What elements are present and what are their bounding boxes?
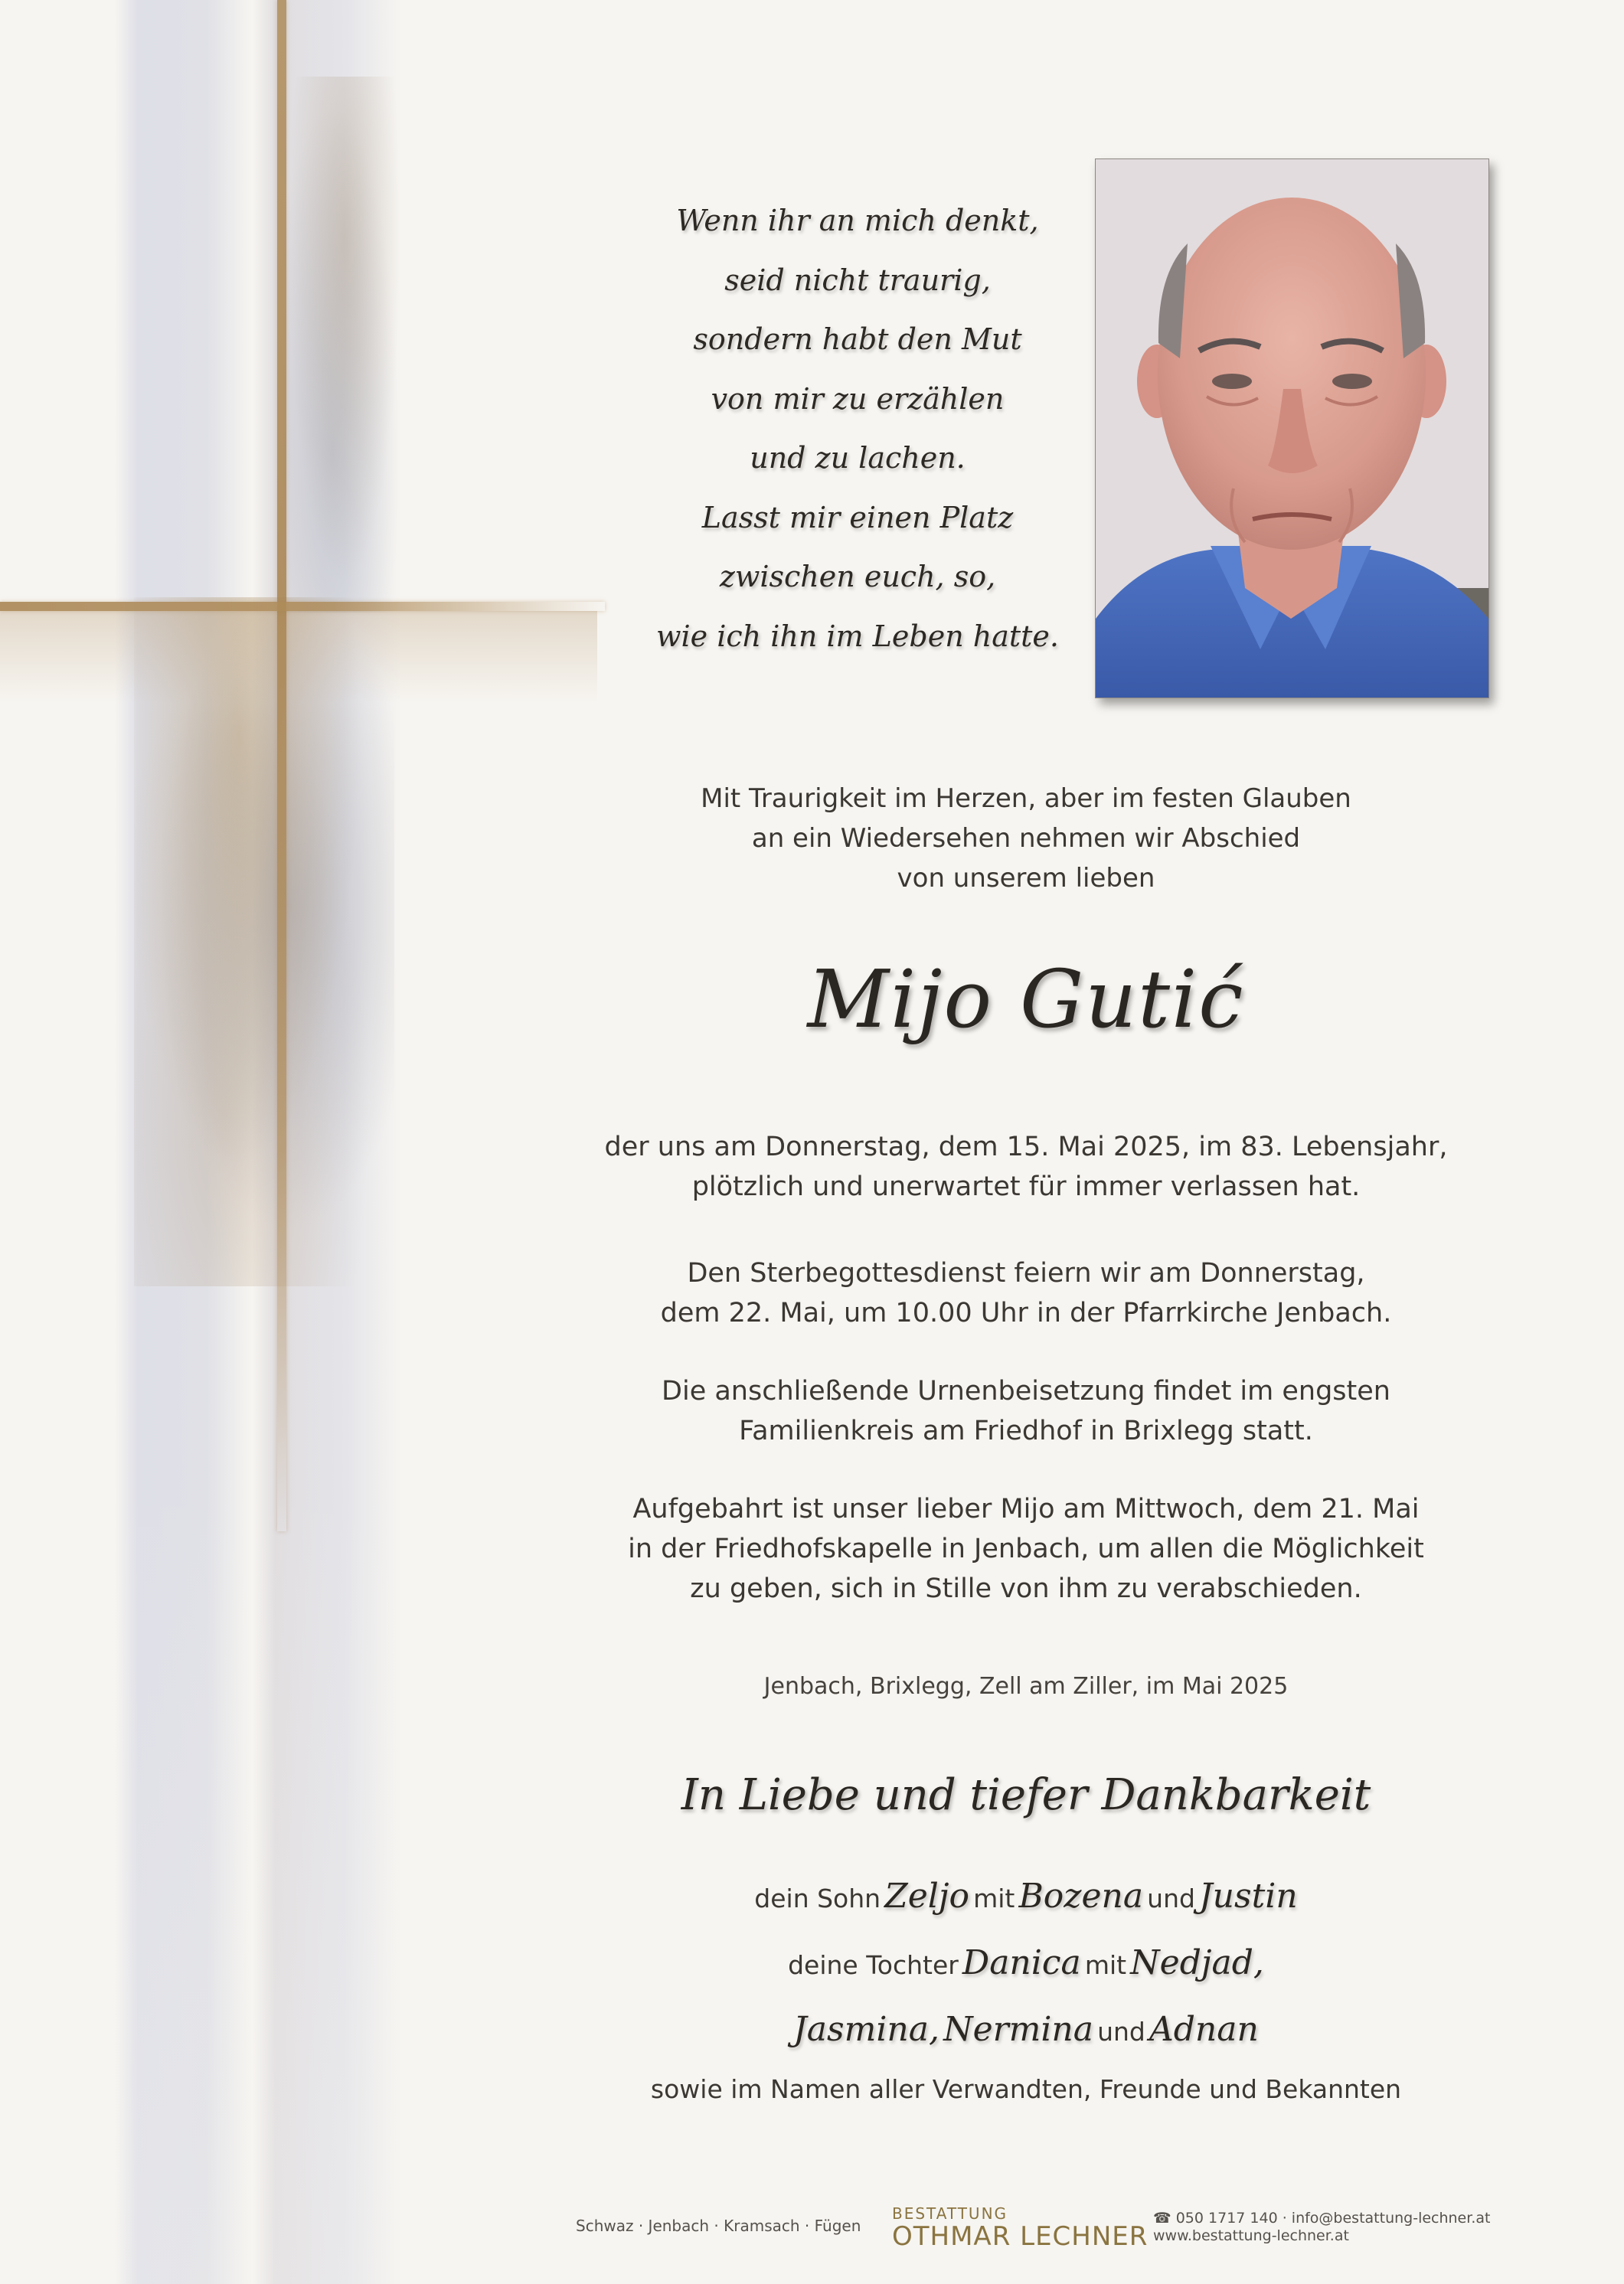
intro-line: Mit Traurigkeit im Herzen, aber im festen Glauben (701, 783, 1351, 814)
cross-vertical-beam (277, 0, 286, 1531)
mourners-list (582, 1867, 1470, 2067)
connector: mit (1084, 1950, 1127, 1980)
urn-burial-paragraph (582, 1371, 1470, 1451)
brand-small-text: BESTATTUNG (892, 2204, 1008, 2223)
footer-locations: Schwaz · Jenbach · Kramsach · Fügen (576, 2217, 861, 2235)
mourner-name: Zeljo (884, 1877, 969, 1916)
brand-name: OTHMAR LECHNER (892, 2221, 1149, 2252)
poem-line: Lasst mir einen Platz (701, 500, 1014, 534)
contact-phone-email: ☎ 050 1717 140 · info@bestattung-lechner.at (1153, 2210, 1491, 2227)
connector: und (1147, 1884, 1195, 1913)
mourner-name: Jasmina, (793, 2010, 939, 2049)
funeral-home-logo (892, 2205, 1148, 2251)
funeral-service-paragraph (582, 1253, 1470, 1333)
paragraph-line: Aufgebahrt ist unser lieber Mijo am Mittwoch, dem 21. Mai (632, 1494, 1420, 1524)
mourners-row (582, 1933, 1470, 2000)
poem-line: Wenn ihr an mich denkt, (676, 204, 1039, 237)
deceased-name: Mijo Gutić (807, 952, 1245, 1046)
contact-website: www.bestattung-lechner.at (1153, 2227, 1349, 2244)
cross-glow (0, 611, 597, 703)
paragraph-line: in der Friedhofskapelle in Jenbach, um allen die Möglichkeit (628, 1534, 1424, 1564)
poem-line: seid nicht traurig, (724, 263, 991, 297)
poem-line: sondern habt den Mut (693, 322, 1022, 356)
paragraph-line: der uns am Donnerstag, dem 15. Mai 2025, im 83. Lebensjahr, (604, 1132, 1448, 1162)
mourner-name: Danica (962, 1943, 1081, 1982)
mourner-name: Bozena (1018, 1877, 1144, 1916)
memorial-poem (628, 191, 1087, 666)
paragraph-line: Den Sterbegottesdienst feiern wir am Donnerstag, (687, 1258, 1365, 1289)
intro-text (582, 779, 1470, 898)
watercolor-fade (115, 1455, 401, 2284)
mourner-name: Adnan (1149, 2010, 1259, 2049)
death-notice-paragraph (582, 1127, 1470, 1207)
portrait-photo (1095, 158, 1489, 698)
intro-line: an ein Wiedersehen nehmen wir Abschied (751, 823, 1301, 854)
paragraph-line: zu geben, sich in Stille von ihm zu verabschieden. (690, 1573, 1362, 1604)
poem-line: von mir zu erzählen (711, 381, 1005, 416)
cross-horizontal-beam (0, 602, 605, 611)
poem-line: und zu lachen. (750, 441, 966, 475)
paragraph-line: dem 22. Mai, um 10.00 Uhr in der Pfarrkirche Jenbach. (660, 1298, 1392, 1328)
relation-label: dein Sohn (754, 1884, 881, 1913)
place-date: Jenbach, Brixlegg, Zell am Ziller, im Mai 2025 (763, 1673, 1289, 1700)
relation-label: deine Tochter (788, 1950, 959, 1980)
mourners-row (582, 1867, 1470, 1933)
paragraph-line: plötzlich und unerwartet für immer verlassen hat. (691, 1171, 1361, 1202)
watercolor-stain-upper (283, 77, 406, 613)
paragraph-line: Die anschließende Urnenbeisetzung findet im engsten (662, 1376, 1390, 1407)
mourner-name: Nedjad, (1130, 1943, 1264, 1982)
poem-line: zwischen euch, so, (719, 560, 996, 593)
paragraph-line: Familienkreis am Friedhof in Brixlegg statt. (739, 1416, 1313, 1446)
mourner-name: Nermina (943, 2010, 1093, 2049)
connector: mit (973, 1884, 1015, 1913)
mourner-name: Justin (1199, 1877, 1298, 1916)
viewing-paragraph (582, 1489, 1470, 1609)
intro-line: von unserem lieben (897, 863, 1155, 894)
poem-line: wie ich ihn im Leben hatte. (655, 619, 1059, 653)
footer-contact (1153, 2210, 1490, 2245)
thanks-heading: In Liebe und tiefer Dankbarkeit (681, 1770, 1371, 1820)
mourners-row (582, 2000, 1470, 2067)
connector: und (1097, 2017, 1145, 2047)
portrait-illustration (1096, 159, 1488, 698)
closing-line: sowie im Namen aller Verwandten, Freunde und Bekannten (650, 2074, 1402, 2104)
